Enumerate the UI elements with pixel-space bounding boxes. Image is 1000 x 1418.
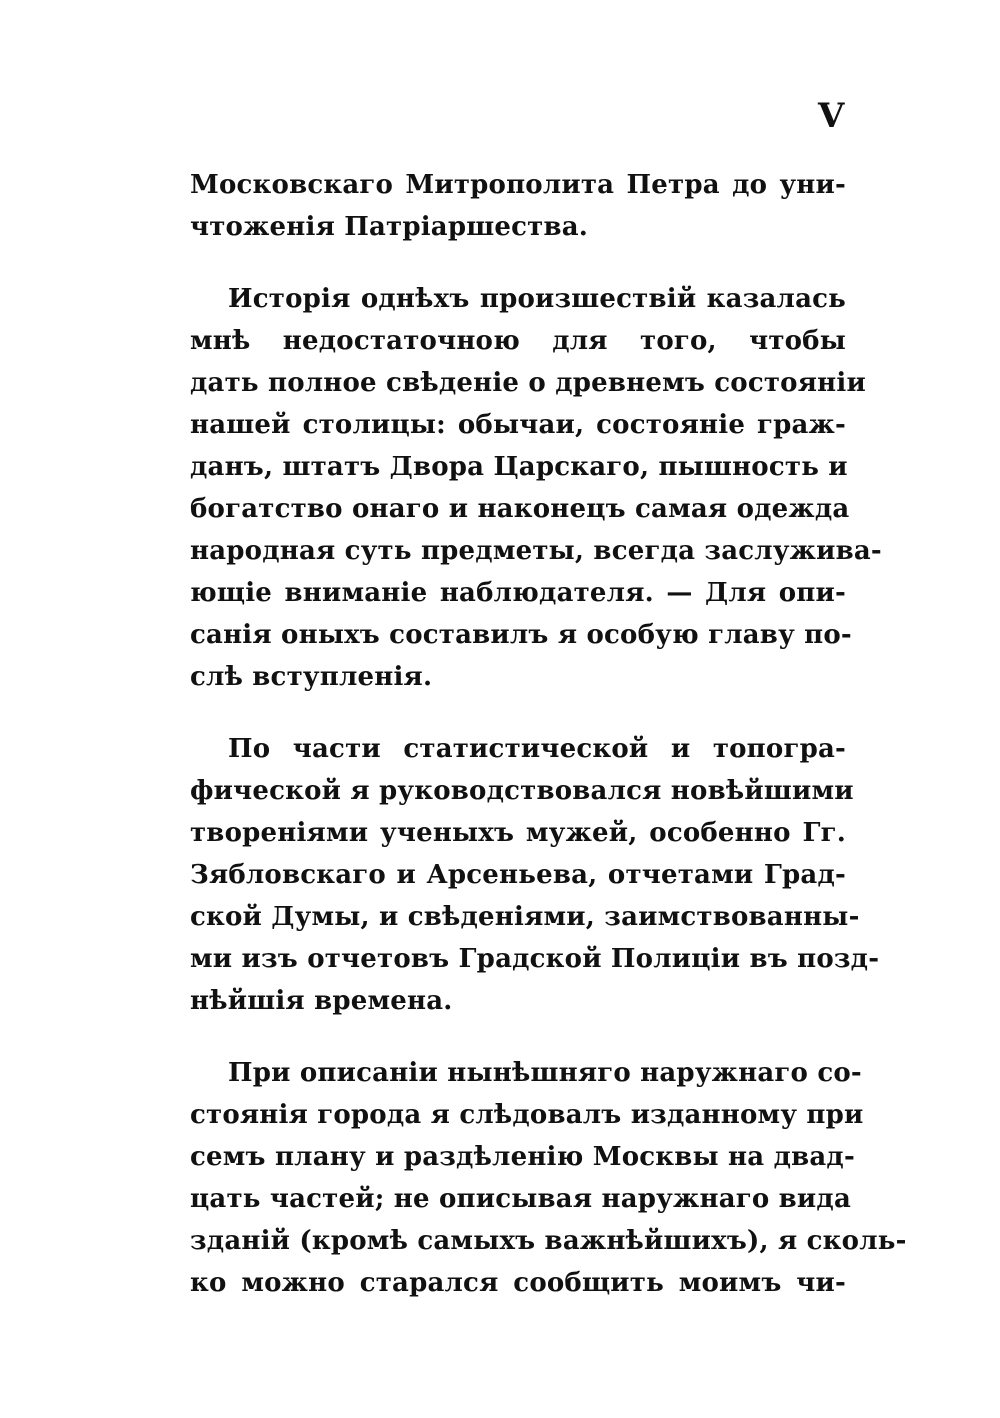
text-line: Зябловскаго и Арсеньева, отчетами Град-	[190, 860, 846, 890]
paragraph-4	[190, 1052, 907, 1304]
text-line: чтоженія Патріаршества.	[190, 212, 589, 242]
text-line: богатство онаго и наконецъ самая одежда	[190, 494, 850, 524]
text-line: зданій (кромѣ самыхъ важнѣйшихъ), я сколь-	[190, 1226, 907, 1256]
paragraph-3	[190, 728, 880, 1022]
text-line: По части статистической и топогра-	[228, 734, 846, 764]
text-line: данъ, штатъ Двора Царскаго, пышность и	[190, 452, 848, 482]
text-line: ской Думы, и свѣденіями, заимствованны-	[190, 902, 860, 932]
text-line: ми изъ отчетовъ Градской Полиціи въ позд-	[190, 944, 880, 974]
text-line: народная суть предметы, всегда заслужива-	[190, 536, 882, 566]
text-line: нѣйшія времена.	[190, 986, 453, 1016]
text-line: цать частей; не описывая наружнаго вида	[190, 1184, 851, 1214]
text-line: ко можно старался сообщить моимъ чи-	[190, 1268, 846, 1298]
text-line: санія оныхъ составилъ я особую главу по-	[190, 620, 852, 650]
text-line: При описаніи нынѣшняго наружнаго со-	[228, 1058, 862, 1088]
text-line: Московскаго Митрополита Петра до уни-	[190, 170, 846, 200]
text-body	[190, 164, 907, 1304]
text-line: твореніями ученыхъ мужей, особенно Гг.	[190, 818, 846, 848]
text-line: нашей столицы: обычаи, состояніе граж-	[190, 410, 846, 440]
text-line: мнѣ недостаточною для того, чтобы	[190, 326, 846, 356]
text-line: семъ плану и раздѣленію Москвы на двад-	[190, 1142, 855, 1172]
paragraph-2	[190, 278, 882, 698]
paragraph-1	[190, 164, 846, 248]
text-line: слѣ вступленія.	[190, 662, 433, 692]
text-line: дать полное свѣденіе о древнемъ состояніи	[190, 368, 866, 398]
page-number: V	[818, 96, 845, 136]
text-line: Исторія однѣхъ произшествій казалась	[228, 284, 846, 314]
text-line: ющіе вниманіе наблюдателя. — Для опи-	[190, 578, 846, 608]
text-line: стоянія города я слѣдовалъ изданному при	[190, 1100, 864, 1130]
text-line: фической я руководствовался новѣйшими	[190, 776, 854, 806]
